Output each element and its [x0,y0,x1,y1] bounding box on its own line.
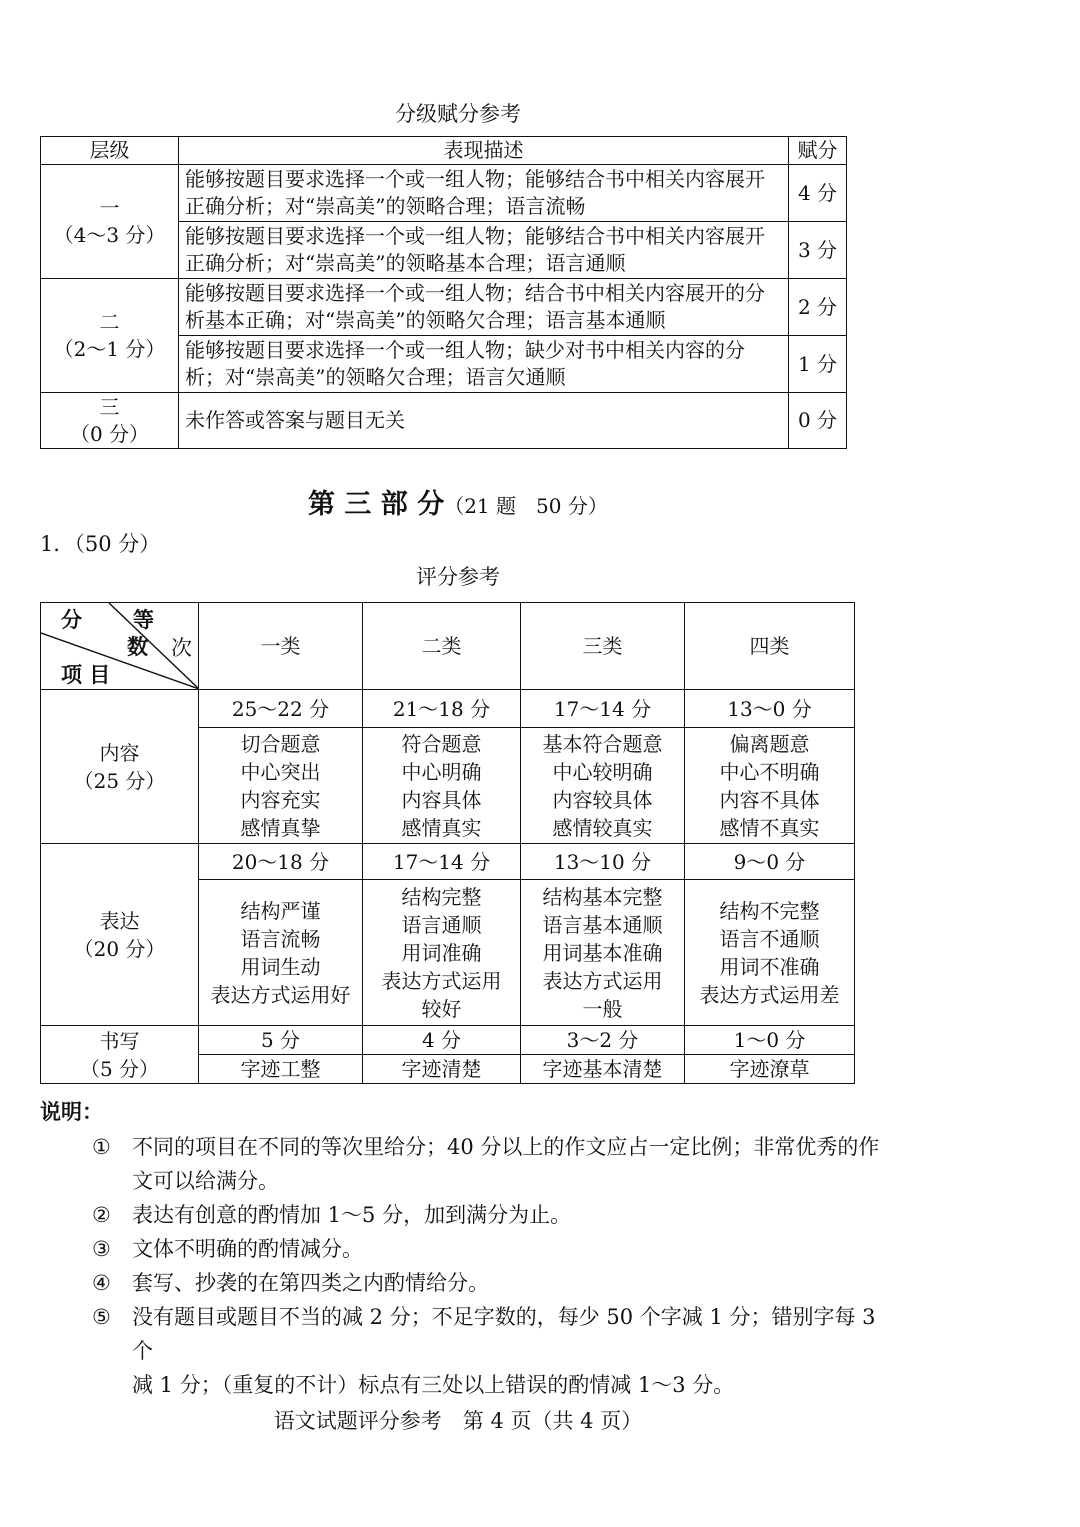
expression-score: 20～18 分 [199,844,363,880]
note-number: ③ [92,1237,111,1261]
grading-table [40,136,847,449]
expression-score-row [41,844,855,880]
content-score: 21～18 分 [363,690,521,728]
criterion: 切合题意 [240,731,321,756]
grading-header-row [41,137,847,165]
criterion: 表达方式运用 [542,968,663,993]
writing-points: （5 分） [79,1056,160,1081]
note-item [92,1198,892,1232]
level-description: 能够按题目要求选择一个或一组人物；能够结合书中相关内容展开正确分析；对“崇高美”的领略合理；语言流畅 [179,165,789,222]
writing-score: 5 分 [199,1026,363,1055]
corner-item: 项 目 [61,662,111,687]
grade-header: 四类 [685,603,855,690]
level-description: 未作答或答案与题目无关 [179,393,789,449]
expression-score: 17～14 分 [363,844,521,880]
corner-deng: 等 [133,607,154,632]
note-item [92,1130,892,1198]
writing-score: 1～0 分 [685,1026,855,1055]
criterion: 内容充实 [240,787,321,812]
level-name: 二 [99,309,120,334]
note-line: 表达有创意的酌情加 1～5 分，加到满分为止。 [132,1203,572,1227]
page-footer: 语文试题评分参考 第 4 页（共 4 页） [273,1409,643,1433]
writing-score-row [41,1026,855,1055]
content-score: 13～0 分 [685,690,855,728]
expression-criteria-cell [685,880,855,1026]
criterion: 语言通顺 [401,912,482,937]
writing-score: 4 分 [363,1026,521,1055]
expression-criteria-cell [521,880,685,1026]
header-description: 表现描述 [179,137,789,165]
corner-ci: 次 [171,636,192,660]
note-item [92,1300,892,1402]
note-number: ④ [92,1271,111,1295]
content-criteria-cell [199,728,363,844]
criterion: 语言不通顺 [719,926,820,951]
criterion: 内容不具体 [719,787,820,812]
corner-shu: 数 [127,634,148,659]
writing-criterion: 字迹潦草 [685,1055,855,1084]
criterion: 中心较明确 [552,759,653,784]
level-score: 4 分 [789,165,847,222]
content-criteria-cell [521,728,685,844]
expression-criteria-cell [363,880,521,1026]
writing-label: 书写 [99,1028,140,1053]
criterion: 用词不准确 [719,954,820,979]
rubric-caption: 评分参考 [416,565,500,589]
grade-header: 二类 [363,603,521,690]
criterion: 用词基本准确 [542,940,663,965]
corner-diagonal [41,603,198,689]
note-item [92,1232,892,1266]
note-text [132,1130,879,1198]
part-title: 第 三 部 分 [308,489,445,520]
criterion: 结构完整 [401,884,482,909]
criterion: 感情真挚 [240,815,321,840]
expression-label: 表达 [99,908,140,933]
criterion: 结构不完整 [719,898,820,923]
criterion: 符合题意 [401,731,482,756]
writing-criterion: 字迹工整 [199,1055,363,1084]
expression-criteria-cell [199,880,363,1026]
level-description: 能够按题目要求选择一个或一组人物；结合书中相关内容展开的分析基本正确；对“崇高美”的领略欠合理；语言基本通顺 [179,279,789,336]
content-score: 17～14 分 [521,690,685,728]
note-line: 文可以给满分。 [132,1169,279,1193]
writing-criterion: 字迹清楚 [363,1055,521,1084]
note-item [92,1266,892,1300]
level-one-cell [41,165,179,279]
criterion: 语言流畅 [240,926,321,951]
criterion: 较好 [421,996,462,1021]
content-score-row [41,690,855,728]
criterion: 语言基本通顺 [542,912,663,937]
grade-header: 一类 [199,603,363,690]
level-score: 1 分 [789,336,847,393]
level-score: 3 分 [789,222,847,279]
part-subtitle: （21 题 50 分） [444,494,608,518]
criterion: 感情较真实 [552,815,653,840]
criterion: 一般 [582,996,623,1021]
note-number: ⑤ [92,1305,111,1329]
grading-caption: 分级赋分参考 [395,102,521,126]
grade-header: 三类 [521,603,685,690]
criterion: 中心明确 [401,759,482,784]
criterion: 感情真实 [401,815,482,840]
table-row [41,165,847,222]
criterion: 基本符合题意 [542,731,663,756]
note-number: ① [92,1135,111,1159]
criterion: 用词生动 [240,954,321,979]
expression-label-cell [41,844,199,1026]
writing-label-cell [41,1026,199,1084]
content-points: （25 分） [73,768,166,793]
level-score: 0 分 [789,393,847,449]
header-score: 赋分 [789,137,847,165]
criterion: 内容具体 [401,787,482,812]
rubric-table [40,602,855,1084]
writing-score: 3～2 分 [521,1026,685,1055]
expression-score: 9～0 分 [685,844,855,880]
writing-criterion: 字迹基本清楚 [521,1055,685,1084]
criterion: 感情不真实 [719,815,820,840]
level-three-cell [41,393,179,449]
note-text [132,1300,892,1402]
criterion: 内容较具体 [552,787,653,812]
content-label-cell [41,690,199,844]
rubric-header-row [41,603,855,690]
header-level: 层级 [41,137,179,165]
level-description: 能够按题目要求选择一个或一组人物；能够结合书中相关内容展开正确分析；对“崇高美”的领略基本合理；语言通顺 [179,222,789,279]
corner-cell [41,603,199,690]
level-name: 一 [99,195,120,220]
note-line: 没有题目或题目不当的减 2 分；不足字数的，每少 50 个字减 1 分；错别字每 3 个 [132,1305,876,1363]
level-description: 能够按题目要求选择一个或一组人物；缺少对书中相关内容的分析；对“崇高美”的领略欠合理；语言欠通顺 [179,336,789,393]
note-number: ② [92,1203,111,1227]
table-row [41,279,847,336]
content-criteria-cell [685,728,855,844]
criterion: 中心不明确 [719,759,820,784]
level-range: （0 分） [69,421,150,446]
content-criteria-cell [363,728,521,844]
level-range: （4～3 分） [53,222,166,247]
question-label: 1．（50 分） [40,532,161,556]
criterion: 偏离题意 [729,731,810,756]
criterion: 结构严谨 [240,898,321,923]
corner-fen: 分 [61,607,82,632]
notes-list [92,1130,892,1402]
criterion: 表达方式运用好 [210,982,351,1007]
note-line: 文体不明确的酌情减分。 [132,1237,363,1261]
note-line: 减 1 分；（重复的不计）标点有三处以上错误的酌情减 1～3 分。 [132,1373,735,1397]
notes-heading: 说明： [40,1099,103,1124]
criterion: 用词准确 [401,940,482,965]
expression-score: 13～10 分 [521,844,685,880]
level-score: 2 分 [789,279,847,336]
criterion: 表达方式运用 [381,968,502,993]
part-heading [308,482,608,521]
level-name: 三 [99,394,120,419]
note-line: 套写、抄袭的在第四类之内酌情给分。 [132,1271,489,1295]
content-label: 内容 [99,740,140,765]
note-line: 不同的项目在不同的等次里给分；40 分以上的作文应占一定比例；非常优秀的作 [132,1135,880,1159]
content-score: 25～22 分 [199,690,363,728]
criterion: 表达方式运用差 [699,982,840,1007]
expression-points: （20 分） [73,936,166,961]
level-range: （2～1 分） [53,336,166,361]
table-row [41,393,847,449]
criterion: 中心突出 [240,759,321,784]
level-two-cell [41,279,179,393]
criterion: 结构基本完整 [542,884,663,909]
